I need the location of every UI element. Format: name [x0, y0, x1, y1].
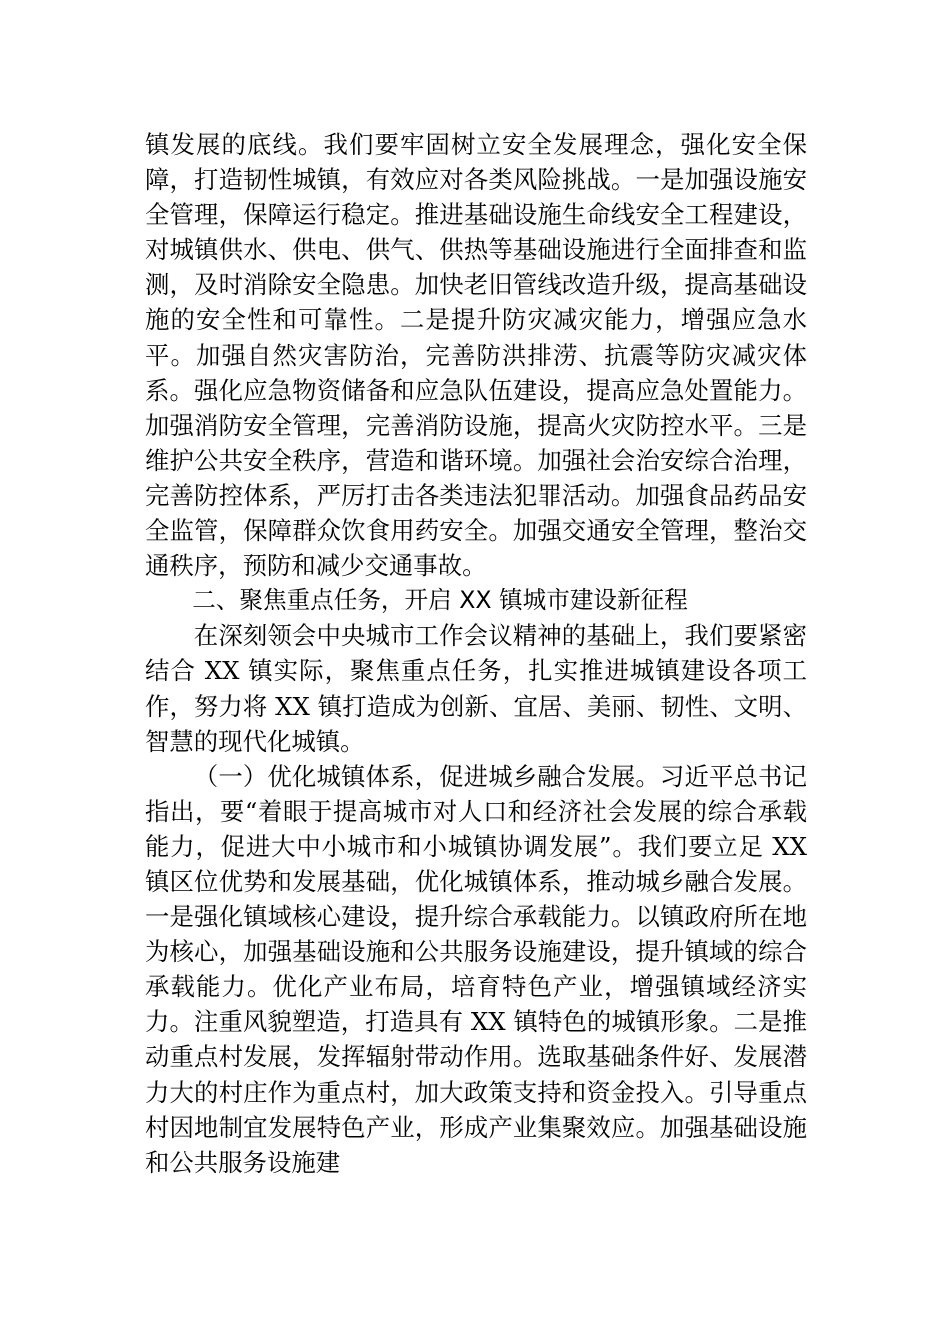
body-paragraph-subsection-1: （一）优化城镇体系，促进城乡融合发展。习近平总书记指出，要“着眼于提高城市对人口和经济社会发展的综合承载能力，促进大中小城市和小城镇协调发展”。我们要立足 XX 镇区位优势和发展基础，优化城镇体系，推动城乡融合发展。一是强化镇域核心建设，提升综合承载能力。以镇政府所在地为核心，加强基础设施和公共服务设施建设，提升镇域的综合承载能力。优化产业布局，培育特色产业，增强镇域经济实力。注重风貌塑造，打造具有 XX 镇特色的城镇形象。二是推动重点村发展，发挥辐射带动作用。选取基础条件好、发展潜力大的村庄作为重点村，加大政策支持和资金投入。引导重点村因地制宜发展特色产业，形成产业集聚效应。加强基础设施和公共服务设施建: [145, 761, 807, 1177]
body-paragraph-continuation: 镇发展的底线。我们要牢固树立安全发展理念，强化安全保障，打造韧性城镇，有效应对各类风险挑战。一是加强设施安全管理，保障运行稳定。推进基础设施生命线安全工程建设，对城镇供水、供电、供气、供热等基础设施进行全面排查和监测，及时消除安全隐患。加快老旧管线改造升级，提高基础设施的安全性和可靠性。二是提升防灾减灾能力，增强应急水平。加强自然灾害防治，完善防洪排涝、抗震等防灾减灾体系。强化应急物资储备和应急队伍建设，提高应急处置能力。加强消防安全管理，完善消防设施，提高火灾防控水平。三是维护公共安全秩序，营造和谐环境。加强社会治安综合治理，完善防控体系，严厉打击各类违法犯罪活动。加强食品药品安全监管，保障群众饮食用药安全。加强交通安全管理，整治交通秩序，预防和减少交通事故。: [145, 130, 807, 581]
body-paragraph-intro: 在深刻领会中央城市工作会议精神的基础上，我们要紧密结合 XX 镇实际，聚焦重点任务，扎实推进城镇建设各项工作，努力将 XX 镇打造成为创新、宜居、美丽、韧性、文明、智慧的现代化城镇。: [145, 621, 807, 756]
document-body: [145, 127, 807, 1180]
section-heading: 二、聚焦重点任务，开启 XX 镇城市建设新征程: [192, 586, 688, 615]
